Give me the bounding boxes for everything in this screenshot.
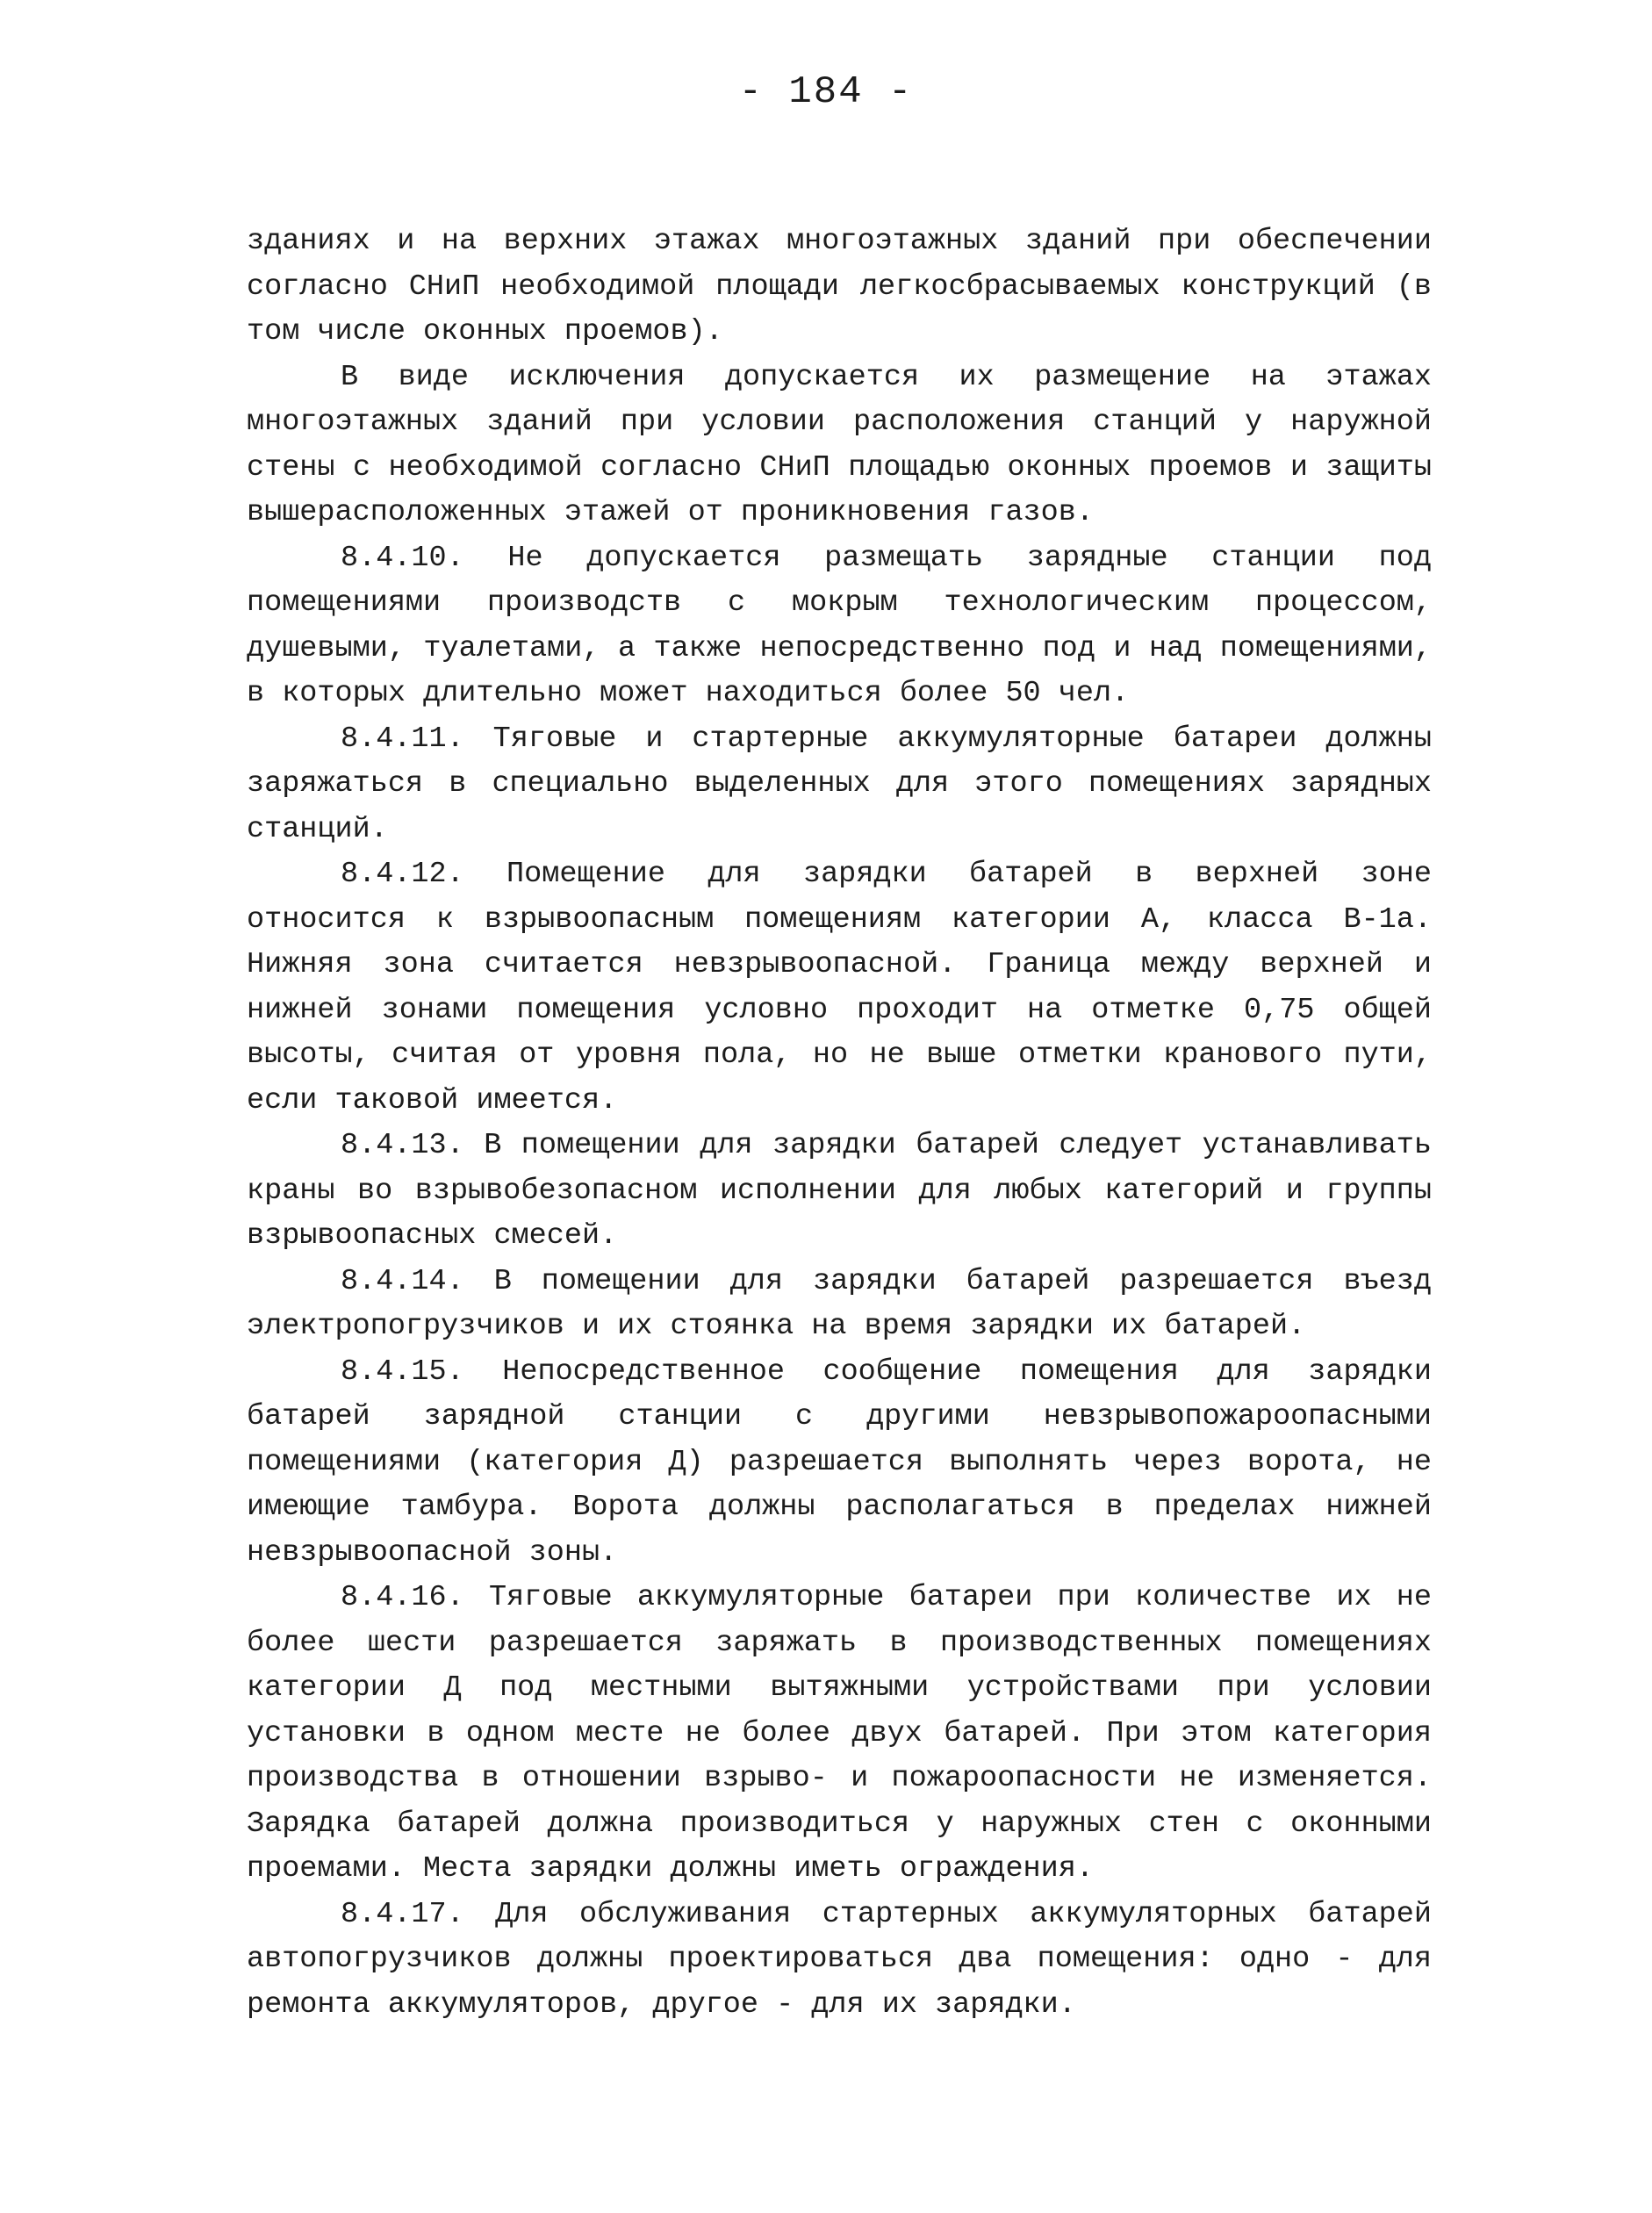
page-number: - 184 - xyxy=(738,70,914,114)
paragraph-continuation: зданиях и на верхних этажах многоэтажных зданий при обеспечении согласно СНиП необходимой площади легкосбрасываемых конструкций (в том числе оконных проемов). xyxy=(247,225,1432,348)
clause-8-4-15: 8.4.15. Непосредственное сообщение помещения для зарядки батарей зарядной станции с другими невзрывопожароопасными помещениями (категория Д) разрешается выполнять через ворота, не имеющие тамбура. Ворота должны располагаться в пределах нижней невзрывоопасной зоны. xyxy=(247,1354,1432,1570)
clause-8-4-16: 8.4.16. Тяговые аккумуляторные батареи при количестве их не более шести разрешается заряжать в производственных помещениях категории Д под местными вытяжными устройствами при условии установки в одном месте не более двух батарей. При этом категория производства в отношении взрыво- и пожароопасности не изменяется. Зарядка батарей должна производиться у наружных стен с оконными проемами. Места зарядки должны иметь ограждения. xyxy=(247,1581,1432,1886)
clause-8-4-17: 8.4.17. Для обслуживания стартерных аккумуляторных батарей автопогрузчиков должны проектироваться два помещения: одно - для ремонта аккумуляторов, другое - для их зарядки. xyxy=(247,1897,1432,2022)
clause-8-4-12: 8.4.12. Помещение для зарядки батарей в верхней зоне относится к взрывоопасным помещениям категории А, класса В-1а. Нижняя зона считается невзрывоопасной. Граница между верхней и нижней зонами помещения условно проходит на отметке 0,75 общей высоты, считая от уровня пола, но не выше отметки кранового пути, если таковой имеется. xyxy=(247,858,1432,1117)
clause-8-4-11: 8.4.11. Тяговые и стартерные аккумуляторные батареи должны заряжаться в специально выделенных для этого помещениях зарядных станций. xyxy=(247,722,1432,846)
clause-8-4-14: 8.4.14. В помещении для зарядки батарей разрешается въезд электропогрузчиков и их стоянка на время зарядки их батарей. xyxy=(247,1264,1432,1343)
clause-8-4-10: 8.4.10. Не допускается размещать зарядные станции под помещениями производств с мокрым технологическим процессом, душевыми, туалетами, а также непосредственно под и над помещениями, в которых длительно может находиться более 50 чел. xyxy=(247,541,1432,710)
clause-8-4-13: 8.4.13. В помещении для зарядки батарей следует устанавливать краны во взрывобезопасном исполнении для любых категорий и группы взрывоопасных смесей. xyxy=(247,1129,1432,1253)
paragraph-exception: В виде исключения допускается их размещение на этажах многоэтажных зданий при условии расположения станций у наружной стены с необходимой согласно СНиП площадью оконных проемов и защиты вышерасположенных этажей от проникновения газов. xyxy=(247,360,1432,529)
document-body xyxy=(247,219,1432,2028)
